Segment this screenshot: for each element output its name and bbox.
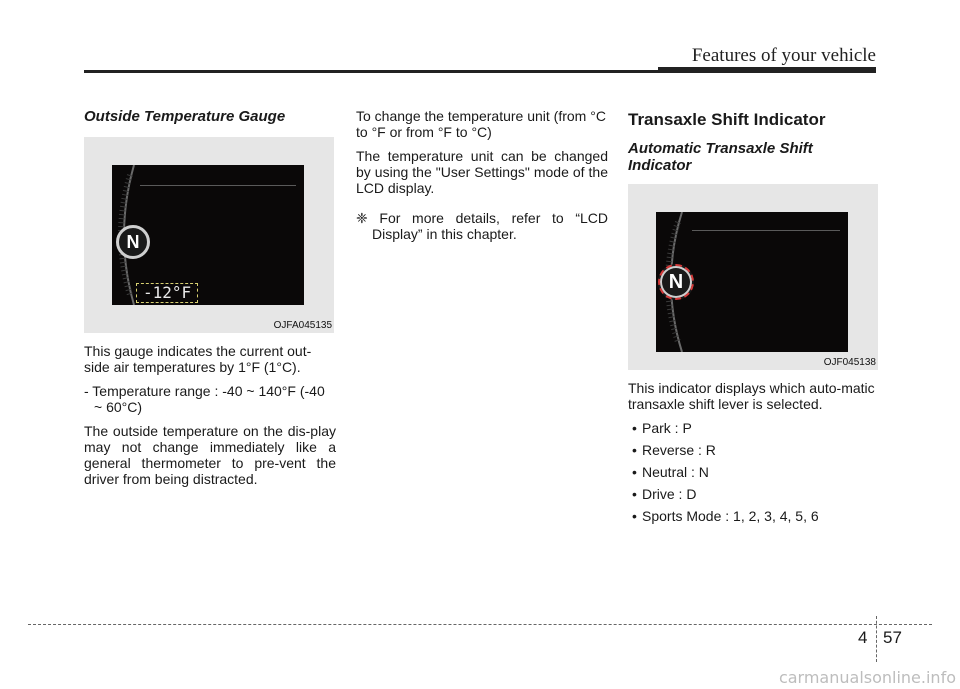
list-item: • Neutral : N	[632, 464, 709, 480]
paragraph-indicator-displays: This indicator displays which auto-matic transaxle shift lever is selected.	[628, 380, 875, 412]
shift-position-list	[628, 420, 880, 524]
temperature-readout: -12°F	[136, 283, 198, 303]
heading-outside-temperature: Outside Temperature Gauge	[84, 108, 286, 125]
list-item: • Reverse : R	[632, 442, 716, 458]
note-text: For more details, refer to “LCD Display” in this chapter.	[372, 210, 609, 242]
column-2	[356, 108, 608, 250]
list-item: • Drive : D	[632, 486, 697, 502]
figure-shift-indicator	[628, 184, 878, 370]
paragraph-unit-settings: The temperature unit can be changed by using the "User Settings" mode of the LCD display.	[356, 148, 608, 196]
page-number: 57	[883, 628, 902, 647]
paragraph-display-note: The outside temperature on the dis-play may not change immediately like a general thermometer to pre-vent the driver from being distracted.	[84, 423, 336, 487]
figure-code: OJFA045135	[273, 320, 332, 331]
figure-temperature-gauge	[84, 137, 334, 333]
section-title: Features of your vehicle	[691, 45, 876, 66]
chapter-number: 4	[858, 628, 868, 647]
heading-transaxle-shift: Transaxle Shift Indicator	[628, 110, 826, 129]
screen-divider	[692, 230, 840, 231]
lcd-screen	[112, 165, 304, 305]
watermark: carmanualsonline.info	[778, 668, 956, 687]
lcd-screen	[656, 212, 848, 352]
temperature-range-spec: - Temperature range : -40 ~ 140°F (-40 ~ 60°C)	[84, 383, 325, 415]
paragraph-change-unit: To change the temperature unit (from °C to °F or from °F to °C)	[356, 108, 606, 140]
footer-rule	[28, 624, 932, 625]
list-item: • Park : P	[632, 420, 692, 436]
note-symbol: ❈	[356, 210, 368, 226]
subheading-automatic-transaxle: Automatic Transaxle Shift Indicator	[628, 140, 813, 174]
gear-indicator: N	[658, 264, 694, 300]
footer-divider	[876, 616, 877, 662]
gear-indicator: N	[116, 225, 150, 259]
screen-divider	[140, 185, 296, 186]
note-lcd-display	[356, 210, 608, 242]
paragraph-gauge-indicates: This gauge indicates the current out-side air temperatures by 1°F (1°C).	[84, 343, 312, 375]
figure-code: OJF045138	[823, 357, 876, 368]
list-item: • Sports Mode : 1, 2, 3, 4, 5, 6	[632, 508, 819, 524]
column-1	[84, 108, 336, 495]
column-3	[628, 108, 880, 530]
header-rule-accent	[658, 67, 876, 73]
